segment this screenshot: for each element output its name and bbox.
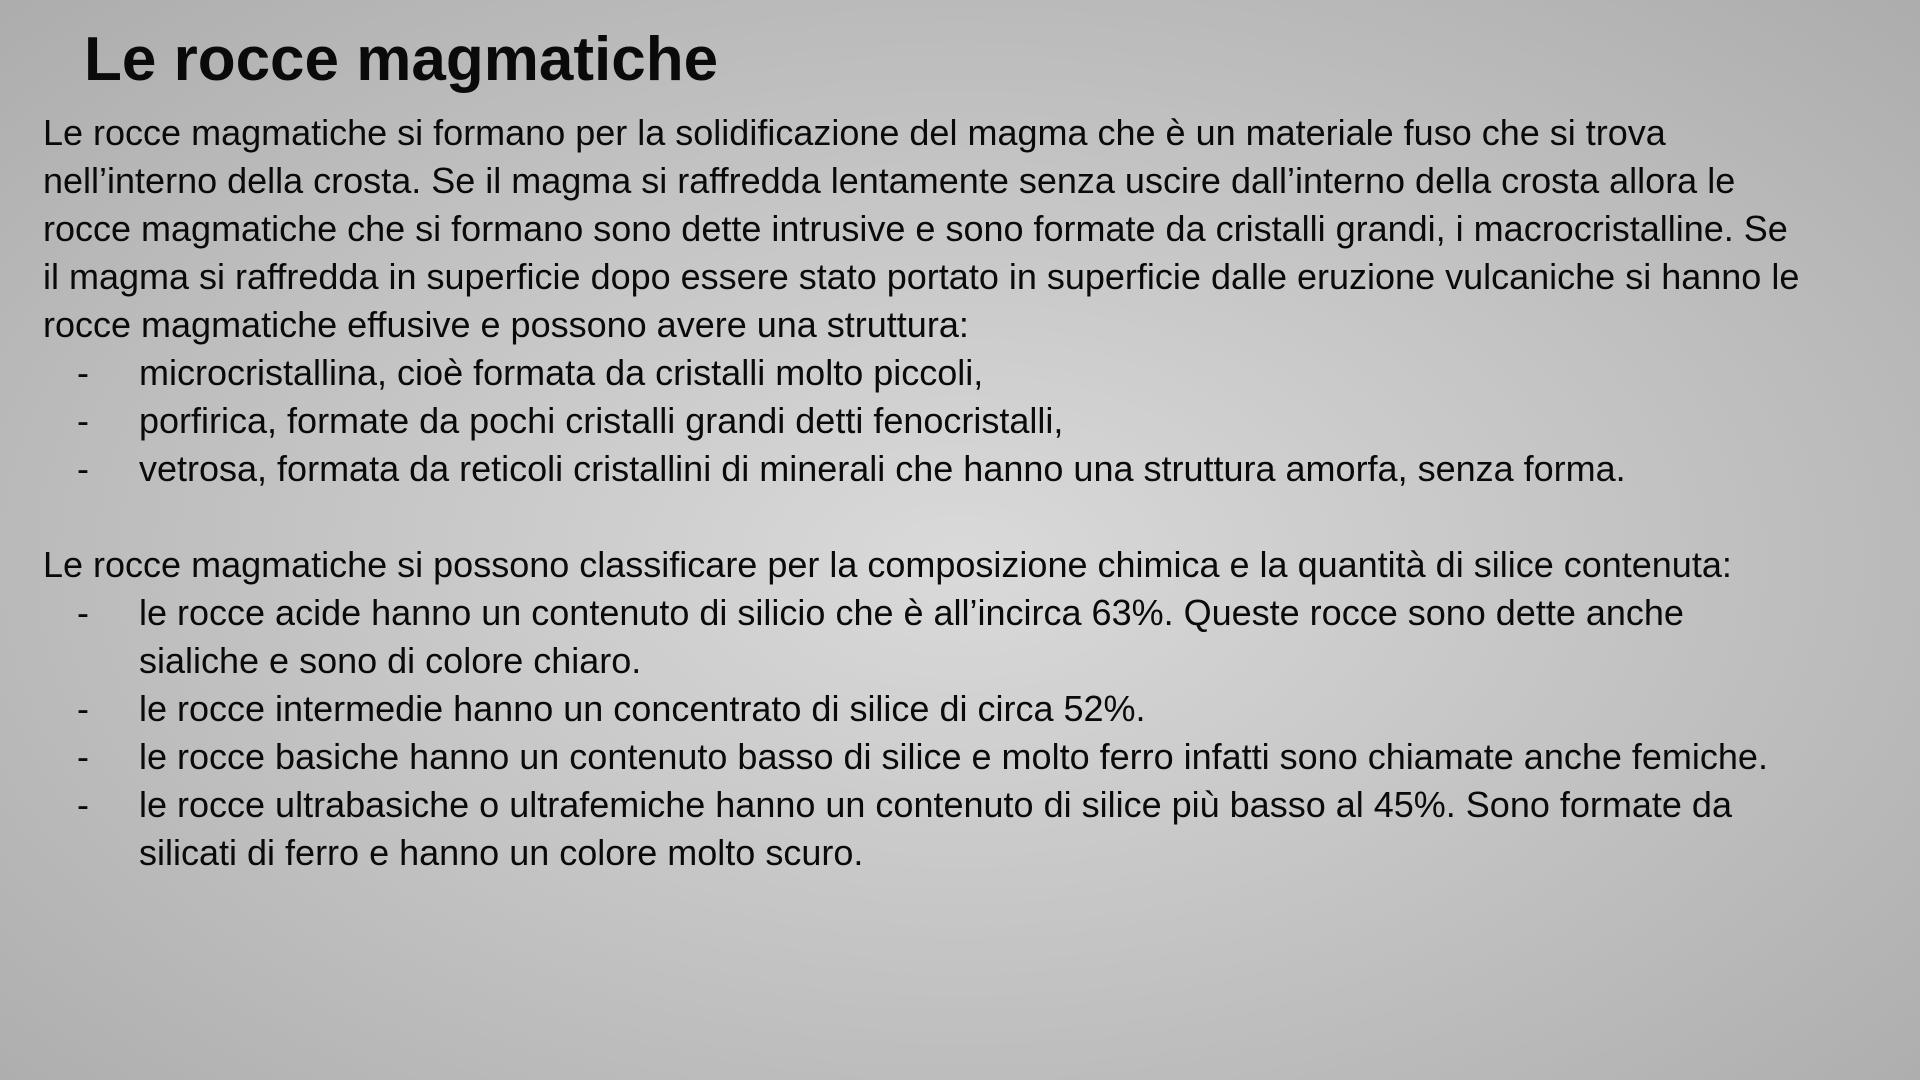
list-item [43, 397, 1803, 445]
paragraph-spacer [43, 493, 1803, 541]
list-item [43, 733, 1803, 781]
bullet-dash: - [77, 736, 89, 777]
bullet-dash: - [77, 688, 89, 729]
list-item [43, 685, 1803, 733]
classification-list [43, 589, 1803, 877]
bullet-dash: - [77, 448, 89, 489]
list-item-text: microcristallina, cioè formata da cristalli molto piccoli, [139, 352, 984, 393]
bullet-dash: - [77, 352, 89, 393]
list-item-text: le rocce basiche hanno un contenuto basso di silice e molto ferro infatti sono chiamate anche femiche. [139, 736, 1768, 777]
slide-body [43, 109, 1803, 877]
structure-list [43, 349, 1803, 493]
list-item [43, 445, 1803, 493]
bullet-dash: - [77, 592, 89, 633]
list-item-text: le rocce ultrabasiche o ultrafemiche hanno un contenuto di silice più basso al 45%. Sono formate da silicati di ferro e hanno un colore molto scuro. [139, 784, 1732, 873]
list-item [43, 349, 1803, 397]
bullet-dash: - [77, 400, 89, 441]
list-item-text: le rocce intermedie hanno un concentrato di silice di circa 52%. [139, 688, 1146, 729]
list-item [43, 589, 1803, 685]
intro-paragraph: Le rocce magmatiche si formano per la solidificazione del magma che è un materiale fuso che si trova nell’interno della crosta. Se il magma si raffredda lentamente senza uscire dall’interno della crosta allora le rocce magmatiche che si formano sono dette intrusive e sono formate da cristalli grandi, i macrocristalline. Se il magma si raffredda in superficie dopo essere stato portato in superficie dalle eruzione vulcaniche si hanno le rocce magmatiche effusive e possono avere una struttura: [43, 112, 1800, 345]
classification-paragraph: Le rocce magmatiche si possono classificare per la composizione chimica e la quantità di silice contenuta: [43, 544, 1732, 585]
list-item-text: le rocce acide hanno un contenuto di silicio che è all’incirca 63%. Queste rocce sono dette anche sialiche e sono di colore chiaro. [139, 592, 1684, 681]
list-item [43, 781, 1803, 877]
bullet-dash: - [77, 784, 89, 825]
list-item-text: vetrosa, formata da reticoli cristallini di minerali che hanno una struttura amorfa, senza forma. [139, 448, 1626, 489]
slide-title: Le rocce magmatiche [84, 25, 719, 94]
list-item-text: porfirica, formate da pochi cristalli grandi detti fenocristalli, [139, 400, 1064, 441]
